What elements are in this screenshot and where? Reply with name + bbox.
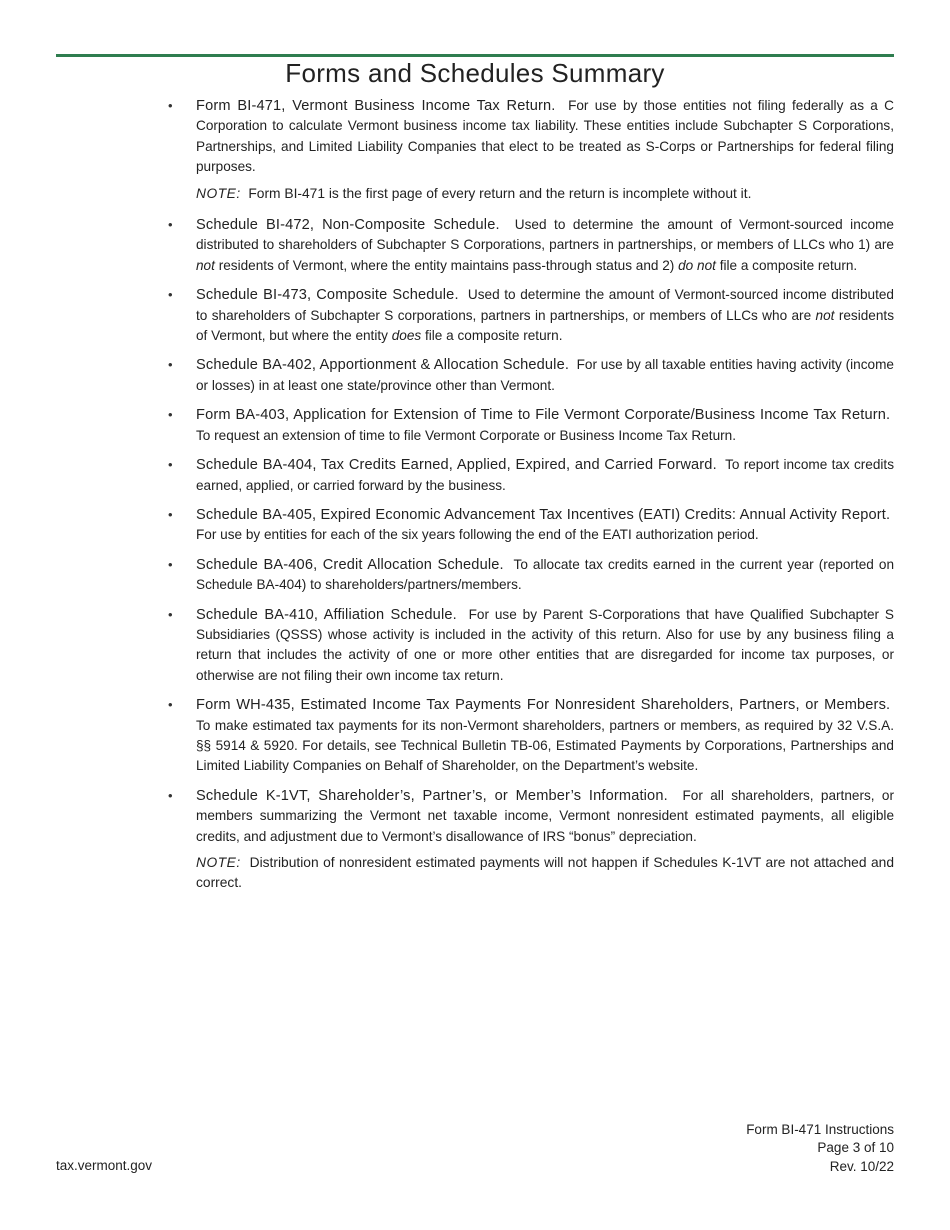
item-description: Used to determine the amount of Vermont-sourced income distributed to shareholders of Subchapter S corporations, partners in partnerships, or members of LLCs who are bbox=[196, 287, 894, 323]
item-title: Schedule BA-410, Affiliation Schedule. bbox=[196, 606, 457, 623]
item-description: For use by Parent S-Corporations that have Qualified Subchapter S Subsidiaries (QSSS) whose activity is included in the activity of this return. Also for use by any business filing a return that includes the activity of one or more other entities that are disregarded for income tax purposes, or otherwise are not filing their own income tax return. bbox=[196, 606, 894, 683]
item-title: Schedule K-1VT, Shareholder’s, Partner’s, or Member’s Information. bbox=[196, 787, 668, 804]
bullet-icon: • bbox=[168, 606, 173, 622]
item-description: file a composite return. bbox=[424, 328, 563, 344]
summary-list bbox=[168, 96, 894, 905]
item-title: Schedule BI-473, Composite Schedule. bbox=[196, 287, 459, 304]
note-text: Distribution of nonresident estimated payments will not happen if Schedules K-1VT are not attached and correct. bbox=[196, 855, 895, 891]
item-description: Used to determine the amount of Vermont-sourced income distributed to shareholders of Subchapter S Corporations, partners in partnerships, or members of LLCs who 1) are bbox=[196, 217, 894, 253]
note-label: NOTE: bbox=[196, 185, 241, 201]
list-item bbox=[168, 555, 894, 596]
item-description: To make estimated tax payments for its non-Vermont shareholders, partners or members, as required by 32 V.S.A. §§ 5914 & 5920. For details, see Technical Bulletin TB-06, Estimated Payments by Corporations, Partnerships and Limited Liability Companies on Behalf of Shareholder, on the Department’s website. bbox=[196, 717, 894, 774]
list-item bbox=[168, 355, 894, 396]
item-description: residents of Vermont, where the entity maintains pass-through status and 2) bbox=[218, 257, 675, 273]
item-description: To allocate tax credits earned in the current year (reported on Schedule BA-404) to shareholders/partners/members. bbox=[196, 556, 894, 593]
list-item bbox=[168, 695, 894, 777]
page-title: Forms and Schedules Summary bbox=[285, 58, 665, 88]
bullet-icon: • bbox=[168, 787, 173, 803]
item-title: Schedule BI-472, Non-Composite Schedule. bbox=[196, 217, 500, 234]
item-description: file a composite return. bbox=[719, 257, 858, 273]
item-title: Schedule BA-404, Tax Credits Earned, Applied, Expired, and Carried Forward. bbox=[196, 457, 717, 474]
bullet-icon: • bbox=[168, 407, 173, 423]
bullet-icon: • bbox=[168, 287, 173, 303]
note-text: Form BI-471 is the first page of every return and the return is incomplete without it. bbox=[248, 185, 752, 201]
item-description: For use by entities for each of the six years following the end of the EATI authorization period. bbox=[196, 527, 759, 543]
bullet-icon: • bbox=[168, 217, 173, 233]
item-emphasis: not bbox=[815, 307, 835, 323]
item-description: To request an extension of time to file Vermont Corporate or Business Income Tax Return. bbox=[196, 427, 736, 443]
footer-page-info bbox=[746, 1121, 894, 1176]
item-description: For use by those entities not filing federally as a C Corporation to calculate Vermont business income tax liability. These entities include Subchapter S Corporations, Partnerships, and Limited Liability Companies that elect to be treated as S-Corps or Partnerships for federal filing purposes. bbox=[196, 98, 894, 175]
bullet-icon: • bbox=[168, 98, 173, 113]
list-item bbox=[168, 505, 894, 546]
list-item bbox=[168, 96, 894, 178]
item-description: For use by all taxable entities having activity (income or losses) in at least one state/province other than Vermont. bbox=[196, 357, 894, 393]
item-title: Form BI-471, Vermont Business Income Tax Return. bbox=[196, 98, 556, 114]
note bbox=[168, 853, 894, 894]
footer-website: tax.vermont.gov bbox=[56, 1158, 153, 1173]
item-title: Form BA-403, Application for Extension of Time to File Vermont Corporate/Business Income Tax Return. bbox=[196, 407, 891, 424]
bullet-icon: • bbox=[168, 357, 173, 373]
list-item bbox=[168, 215, 894, 276]
item-emphasis: does bbox=[391, 328, 422, 344]
bullet-icon: • bbox=[168, 556, 173, 572]
item-title: Schedule BA-406, Credit Allocation Schedule. bbox=[196, 556, 504, 573]
bullet-icon: • bbox=[168, 457, 173, 473]
list-item bbox=[168, 285, 894, 346]
note bbox=[168, 184, 894, 204]
header-rule bbox=[56, 54, 894, 57]
item-emphasis: do not bbox=[678, 257, 716, 273]
list-item bbox=[168, 455, 894, 496]
list-item bbox=[168, 786, 894, 847]
bullet-icon: • bbox=[168, 506, 173, 522]
item-title: Schedule BA-405, Expired Economic Advancement Tax Incentives (EATI) Credits: Annual Activity Report. bbox=[196, 506, 891, 523]
footer-page-number: Page 3 of 10 bbox=[817, 1140, 894, 1156]
item-title: Form WH-435, Estimated Income Tax Payments For Nonresident Shareholders, Partners, or Members. bbox=[196, 697, 891, 714]
footer-revision: Rev. 10/22 bbox=[829, 1158, 894, 1174]
list-item bbox=[168, 605, 894, 687]
item-emphasis: not bbox=[196, 257, 215, 273]
list-item bbox=[168, 405, 894, 446]
item-description: For all shareholders, partners, or members summarizing the Vermont net taxable income, Vermont nonresident estimated payments, all eligible credits, and adjustment due to Vermont’s disallowance of IRS “bonus” depreciation. bbox=[196, 787, 894, 844]
footer-form-name: Form BI-471 Instructions bbox=[746, 1122, 894, 1137]
note-label: NOTE: bbox=[196, 855, 241, 870]
item-description: residents of Vermont, but where the entity bbox=[196, 307, 895, 344]
item-description: To report income tax credits earned, applied, or carried forward by the business. bbox=[196, 457, 895, 493]
bullet-icon: • bbox=[168, 697, 173, 713]
item-title: Schedule BA-402, Apportionment & Allocation Schedule. bbox=[196, 357, 570, 374]
